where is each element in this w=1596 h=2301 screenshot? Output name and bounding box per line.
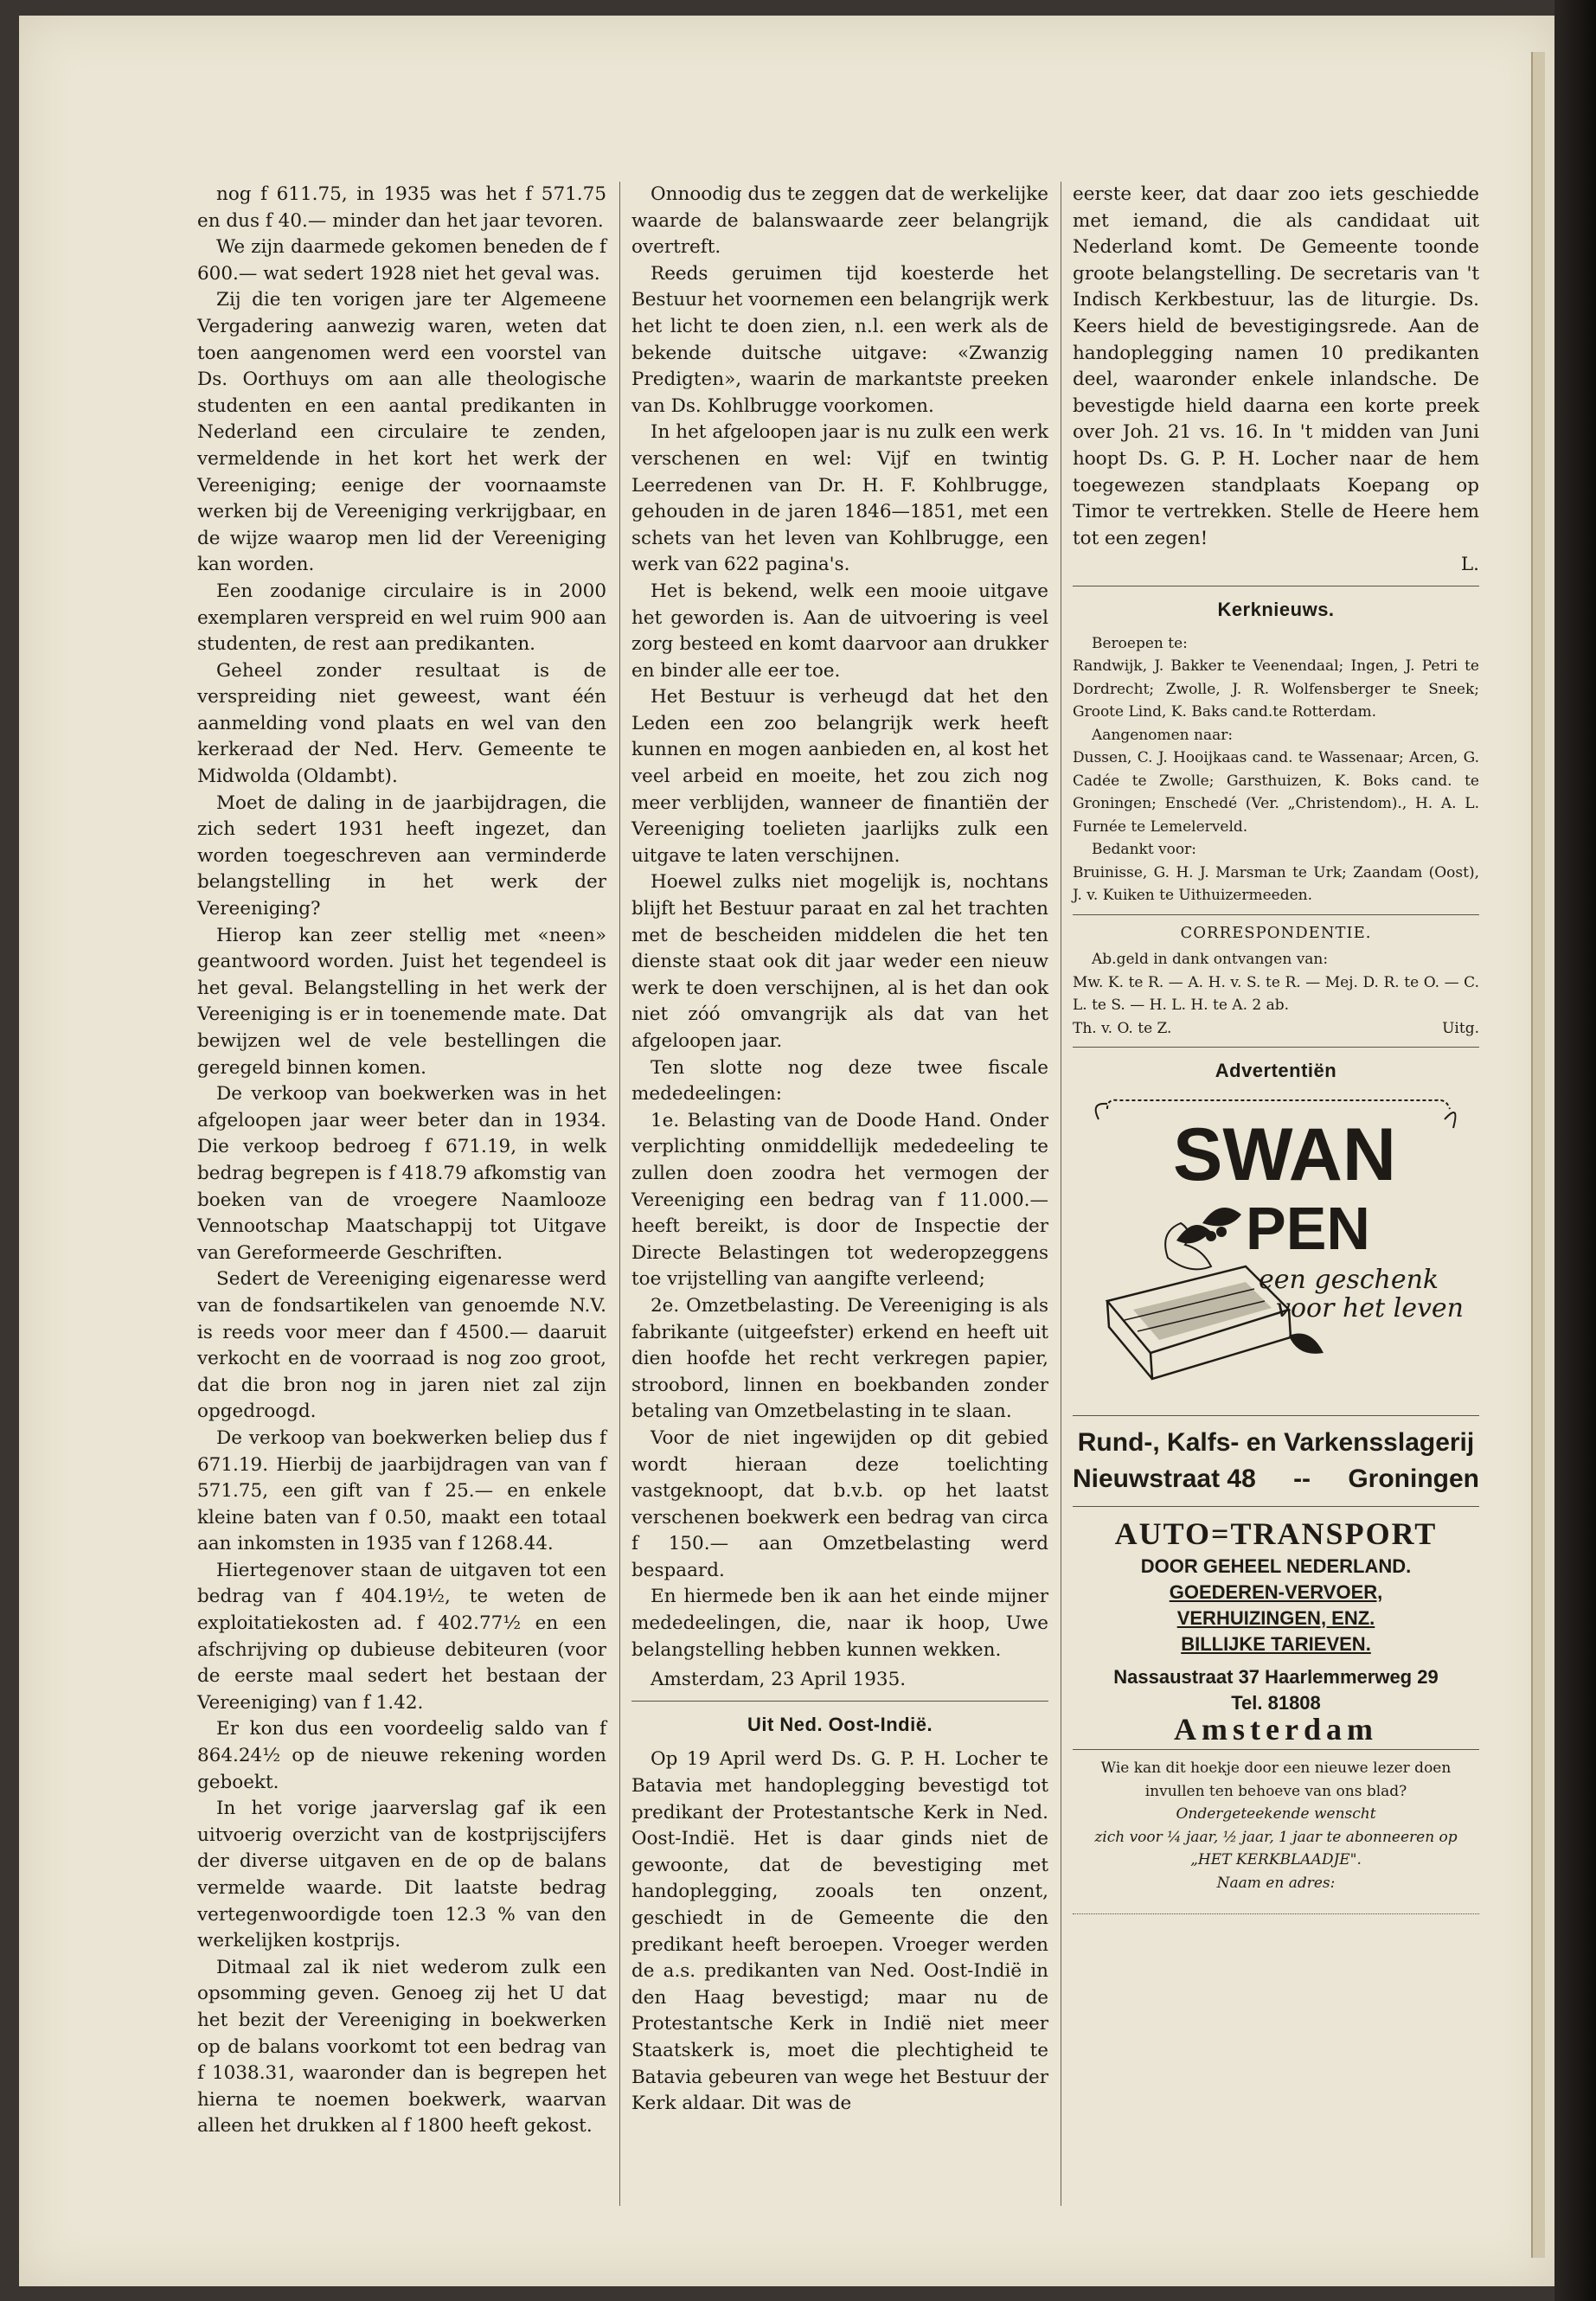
section-title-oost-indie: Uit Ned. Oost-Indië. — [747, 1713, 933, 1735]
slagerij-line1: Rund-, Kalfs- en Varkensslagerij — [1077, 1427, 1475, 1457]
auto-transport-line3: VERHUIZINGEN, ENZ. — [1176, 1606, 1375, 1629]
correspondentie-names: Mw. K. te R. — A. H. v. S. te R. — Mej. D. R. te O. — C. L. te S. — H. L. H. te A. 2 ab. — [1073, 973, 1479, 1014]
paragraph: In het vorige jaarverslag gaf ik een uitvoerig overzicht van de kostprijscijfers der diverse uitgaven en de op de balans vermelde waarde. Dit laatste bedrag vertegenwoordigde toen 12.3 % van den werkelijken kostprijs. — [197, 1798, 606, 1952]
continuation-sign: L. — [1460, 554, 1479, 576]
auto-transport-address: Nassaustraat 37 Haarlemmerweg 29 — [1113, 1665, 1439, 1688]
coupon-line3: zich voor ¼ jaar, ½ jaar, 1 jaar te abonneeren op „HET KERKBLAADJE". — [1094, 1828, 1458, 1869]
ad-frame-curl-left — [1096, 1103, 1107, 1118]
slagerij-line2 — [1073, 1461, 1479, 1497]
aangenomen-label: Aangenomen naar: — [1092, 726, 1234, 744]
swan-slogan-line1: een geschenk — [1259, 1264, 1439, 1295]
auto-transport-line4: BILLIJKE TARIEVEN. — [1181, 1632, 1371, 1655]
paragraph: nog f 611.75, in 1935 was het f 571.75 en dus f 40.— minder dan het jaar tevoren. — [197, 183, 606, 232]
paragraph: 1e. Belasting van de Doode Hand. Onder verplichting onmiddellijk mededeeling te zullen doen zoodra het vermogen der Vereeniging een bedrag van f 11.000.— heeft bereikt, is door de Inspectie der Directe Belastingen tot wederopzeggens toe vrijstelling van aangifte verleend; — [631, 1109, 1048, 1291]
paragraph: We zijn daarmede gekomen beneden de f 600.— wat sedert 1928 niet het geval was. — [197, 236, 606, 285]
paragraph: Hoewel zulks niet mogelijk is, nochtans blijft het Bestuur paraat en zal het trachten met de bescheiden middelen die het ten dienste staat ook dit jaar weder een nieuw werk te doen verschijnen, al is het dan ook niet zóó omvangrijk als dat van het afgeloopen jaar. — [631, 871, 1048, 1052]
swan-pen-ad — [1073, 1093, 1479, 1405]
beroepen-label: Beroepen te: — [1092, 634, 1188, 652]
swan-slogan-line2: voor het leven — [1276, 1292, 1464, 1324]
column-2 — [631, 182, 1048, 2118]
column-2-paragraphs — [631, 182, 1048, 1663]
section-text-oost-indie: Op 19 April werd Ds. G. P. H. Locher te Batavia met handoplegging bevestigd tot predikant der Protestantsche Kerk in Ned. Oost-Indië. Het is daar ginds niet de gewoonte, dat de bevestiging met handoplegging, zooals ten onzent, geschiedt in de Gemeente die den predikant heeft beroepen. Vroeger werden de a.s. predikanten van Ned. Oost-Indië in den Haag bevestigd; maar nu de Protestantsche Kerk in Indië niet meer Staatskerk is, moet die plechtigheid te Batavia gebeuren van wege het Bestuur der Kerk aldaar. Dit was de — [631, 1748, 1048, 2115]
slagerij-address: Nieuwstraat 48 — [1073, 1464, 1256, 1493]
coupon-line2: Ondergeteekende wenscht — [1176, 1805, 1376, 1823]
slagerij-separator: -- — [1293, 1464, 1311, 1493]
auto-transport-line2: GOEDEREN-VERVOER, — [1169, 1580, 1383, 1603]
swan-pen-illustration — [1073, 1093, 1479, 1405]
column-1 — [197, 182, 606, 2140]
slagerij-city: Groningen — [1348, 1464, 1479, 1493]
advertenties-title: Advertentiën — [1215, 1060, 1337, 1081]
auto-transport-title: AUTO=TRANSPORT — [1114, 1516, 1438, 1551]
paragraph: Het Bestuur is verheugd dat het den Leden een zoo belangrijk werk heeft kunnen en mogen aanbieden en, al kost het veel arbeid en moeite, het zou zich nog meer verblijden, wanneer de finantiën der Vereeniging toelieten jaarlijks zulk een uitgave te laten verschijnen. — [631, 686, 1048, 867]
section-rule — [631, 1701, 1048, 1702]
auto-transport-tel: Tel. 81808 — [1231, 1691, 1321, 1714]
coupon-rule — [1073, 1749, 1479, 1750]
coupon-line1: Wie kan dit hoekje door een nieuwe lezer doen invullen ten behoeve van ons blad? — [1100, 1759, 1452, 1800]
paragraph: De verkoop van boekwerken was in het afgeloopen jaar weer beter dan in 1934. Die verkoop bedroeg f 671.19, in welk bedrag begrepen is f 418.79 afkomstig van boeken van de vroegere Naamlooze Vennootschap Maatschappij tot Uitgave van Gereformeerde Geschriften. — [197, 1083, 606, 1264]
correspondentie-intro: Ab.geld in dank ontvangen van: — [1092, 951, 1329, 968]
bedankt-label: Bedankt voor: — [1092, 841, 1196, 858]
paragraph: In het afgeloopen jaar is nu zulk een werk verschenen en wel: Vijf en twintig Leerredenen van Dr. H. F. Kohlbrugge, gehouden in de jaren 1846—1851, met een schets van het leven van Kohlbrugge, een werk van 622 pagina's. — [631, 421, 1048, 576]
paragraph: Een zoodanige circulaire is in 2000 exemplaren verspreid en wel ruim 900 aan studenten, de rest aan predikanten. — [197, 580, 606, 656]
coupon-dotted-line — [1073, 1913, 1479, 1914]
paragraph: Hierop kan zeer stellig met «neen» geantwoord worden. Juist het tegendeel is het geval. Belangstelling in het werk der Vereeniging is er in toenemende mate. Dat bewijzen wel de vele bestellingen die geregeld binnen komen. — [197, 924, 606, 1079]
book-binding — [1554, 0, 1596, 2301]
column-3 — [1073, 182, 1479, 1914]
paragraph: Sedert de Vereeniging eigenaresse werd van de fondsartikelen van genoemde N.V. is reeds voor meer dan f 4500.— daaruit verkocht en de voorraad is nog zoo groot, dat die bron nog in jaren niet zal zijn opgedroogd. — [197, 1268, 606, 1423]
ad-frame-curl-right — [1445, 1112, 1455, 1128]
kerknieuws-title: Kerknieuws. — [1217, 598, 1335, 620]
pen-box-icon — [1107, 1266, 1291, 1379]
correspondentie-sign: Uitg. — [1442, 1019, 1479, 1037]
coupon-line4: Naam en adres: — [1216, 1874, 1336, 1892]
paragraph: Reeds geruimen tijd koesterde het Bestuur het voornemen een belangrijk werk het licht te doen zien, n.l. een werk als de bekende duitsche uitgave: «Zwanzig Predigten», waarin de markantste preeken van Ds. Kohlbrugge voorkomen. — [631, 262, 1048, 417]
correspondentie-rule — [1073, 914, 1479, 915]
aangenomen-text: Dussen, C. J. Hooijkaas cand. te Wassenaar; Arcen, G. Cadée te Zwolle; Garsthuizen, K. Boks cand. te Groningen; Enschedé (Ver. „Christendom)., H. A. L. Furnée te Lemelerveld. — [1073, 749, 1479, 836]
paragraph: Hiertegenover staan de uitgaven tot een bedrag van f 404.19½, te weten de exploitatiekosten ad. f 402.77½ en een afschrijving op dubieuse debiteuren (voor de eerste maal sedert het bestaan der Vereeniging) van f 1.42. — [197, 1559, 606, 1714]
paragraph: Moet de daling in de jaarbijdragen, die zich sedert 1931 heeft ingezet, dan worden toegeschreven aan verminderde belangstelling in het werk der Vereeniging? — [197, 792, 606, 920]
advertenties-rule — [1073, 1047, 1479, 1048]
paragraph: Voor de niet ingewijden op dit gebied wordt hieraan deze toelichting vastgeknoopt, dat b.v.b. op het laatst verschenen boekwerk een bedrag van circa f 150.— aan Omzetbelasting werd bespaard. — [631, 1426, 1048, 1581]
signoff-date: Amsterdam, 23 April 1935. — [651, 1669, 907, 1691]
auto-transport-rule — [1073, 1506, 1479, 1507]
auto-transport-city: Amsterdam — [1174, 1711, 1378, 1747]
paragraph: En hiermede ben ik aan het einde mijner mededeelingen, die, naar ik hoop, Uwe belangstelling hebben kunnen wekken. — [631, 1586, 1048, 1661]
correspondentie-last-name: Th. v. O. te Z. — [1073, 1019, 1172, 1037]
paragraph: Het is bekend, welk een mooie uitgave het geworden is. Aan de uitvoering is veel zorg besteed en komt daarvoor aan drukker en binder alle eer toe. — [631, 580, 1048, 682]
correspondentie-title: CORRESPONDENTIE. — [1180, 923, 1372, 942]
slagerij-rule — [1073, 1415, 1479, 1416]
swan-brand: SWAN — [1173, 1112, 1396, 1196]
paragraph: Ditmaal zal ik niet wederom zulk een opsomming geven. Genoeg zij het U dat het bezit der Vereeniging in boekwerken op de balans voorkomt tot een bedrag van f 1038.31, waaronder dan is begrepen het hierna te noemen boekwerk, waarvan alleen het drukken al f 1800 heeft gekost. — [197, 1956, 606, 2138]
paragraph: Geheel zonder resultaat is de verspreiding niet geweest, want één aanmelding vond plaats en wel van den kerkeraad der Ned. Herv. Gemeente te Midwolda (Oldambt). — [197, 659, 606, 788]
paragraph: Ten slotte nog deze twee fiscale mededeelingen: — [631, 1056, 1048, 1106]
paragraph: Onnoodig dus te zeggen dat de werkelijke waarde de balanswaarde zeer belangrijk overtreft. — [631, 183, 1048, 259]
continuation-text: eerste keer, dat daar zoo iets geschiedde met iemand, die als candidaat uit Nederland komt. De Gemeente toonde groote belangstelling. De secretaris van 't Indisch Kerkbestuur, las de liturgie. Ds. Keers hield de bevestigingsrede. Aan de handoplegging namen 10 predikanten deel, waaronder enkele inlandsche. De bevestigde hield daarna een korte preek over Joh. 21 vs. 16. In 't midden van Juni hoopt Ds. G. P. H. Locher naar de hem toegewezen standplaats Koepang op Timor te vertrekken. Stelle de Heere hem tot een zegen! — [1073, 183, 1479, 549]
auto-transport-line1: DOOR GEHEEL NEDERLAND. — [1140, 1554, 1412, 1577]
paragraph: Zij die ten vorigen jare ter Algemeene Vergadering aanwezig waren, weten dat toen aangenomen werd een voorstel van Ds. Oorthuys om aan alle theologische studenten en een aantal predikanten in Nederland een circulaire te zenden, vermeldende in het kort het werk der Vereeniging; eenige der voornaamste werken bij de Vereeniging verkrijgbaar, en de wijze waarop men lid der Vereeniging kan worden. — [197, 289, 606, 576]
beroepen-text: Randwijk, J. Bakker te Veenendaal; Ingen, J. Petri te Dordrecht; Zwolle, J. R. Wolfensberger te Sneek; Groote Lind, K. Baks cand.te Rotterdam. — [1073, 657, 1479, 721]
swan-pen-word: PEN — [1246, 1194, 1370, 1262]
paragraph: 2e. Omzetbelasting. De Vereeniging is als fabrikante (uitgeefster) erkend en heeft uit dien hoofde het recht verkregen papier, stroobord, linnen en boekbanden zonder betaling van Omzetbelasting in te slaan. — [631, 1294, 1048, 1423]
paragraph: Er kon dus een voordeelig saldo van f 864.24½ op de nieuwe rekening worden geboekt. — [197, 1718, 606, 1793]
bedankt-text: Bruinisse, G. H. J. Marsman te Urk; Zaandam (Oost), J. v. Kuiken te Uithuizermeeden. — [1073, 863, 1479, 904]
ad-frame-line — [1107, 1099, 1450, 1108]
page-edge — [1531, 52, 1545, 2258]
column-divider-1 — [619, 182, 620, 2206]
paragraph: De verkoop van boekwerken beliep dus f 671.19. Hierbij de jaarbijdragen van van f 571.75, een gift van f 25.— en enkele kleine baten van f 0.50, maakt een totaal aan inkomsten in 1935 van f 1268.44. — [197, 1426, 606, 1555]
